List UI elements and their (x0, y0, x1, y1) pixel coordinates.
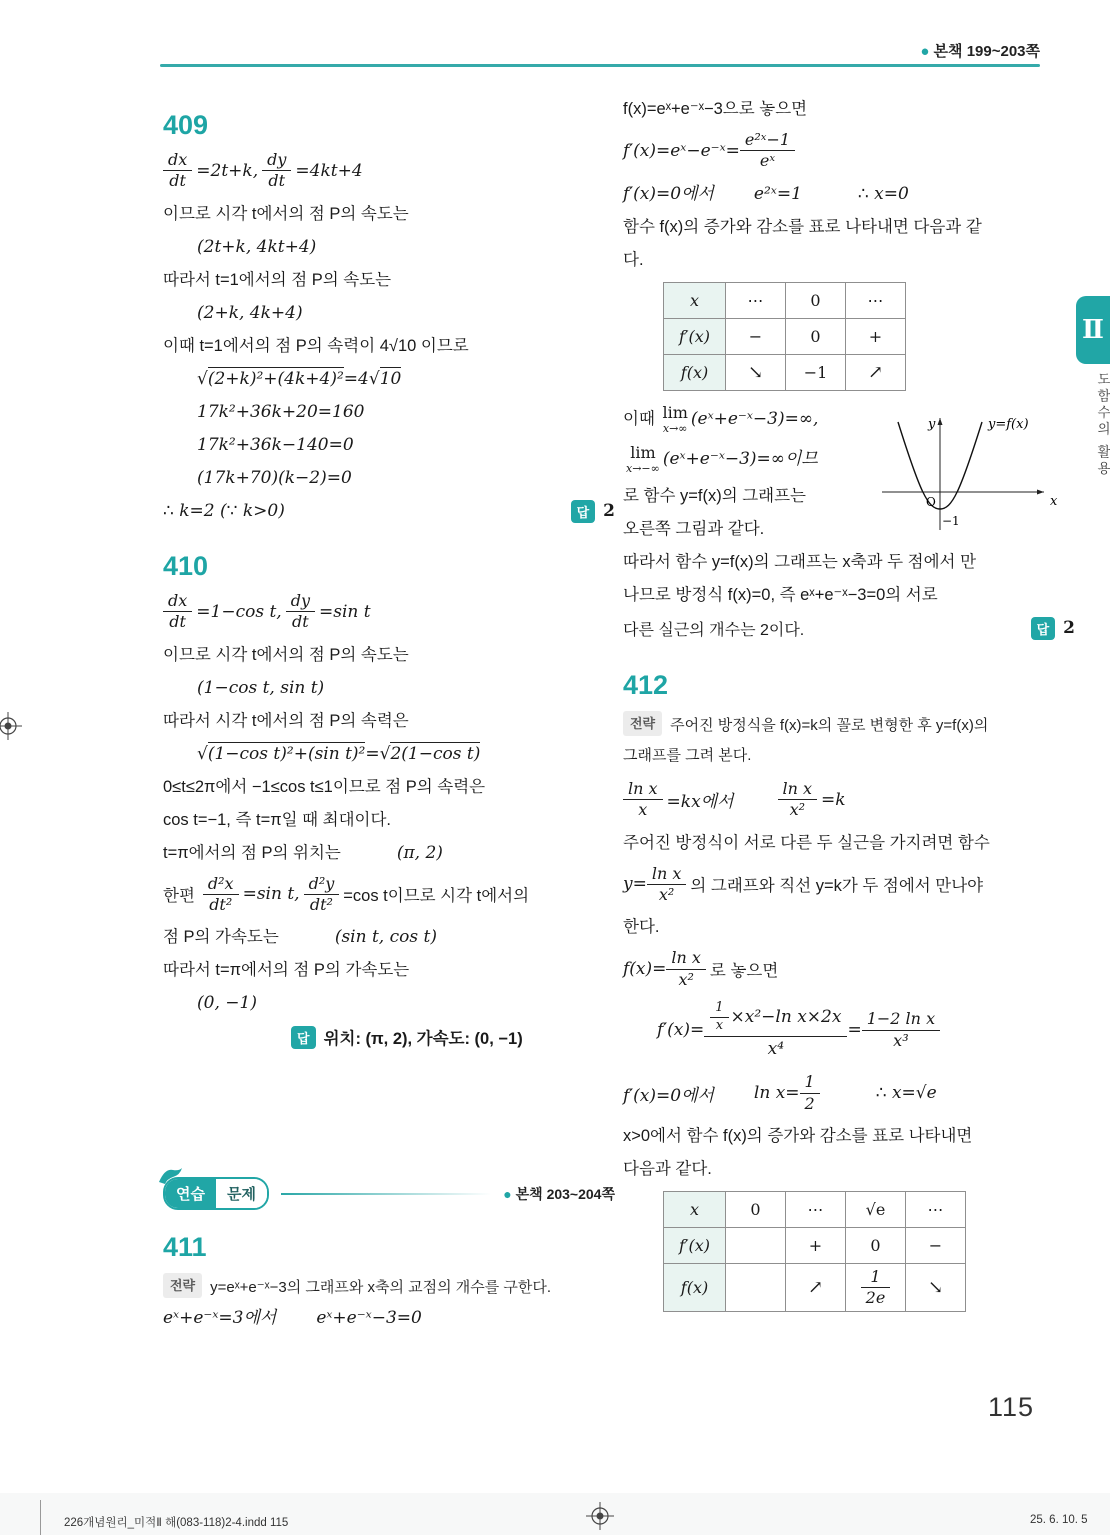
limit-operator (626, 442, 660, 475)
table-cell: ↗ (786, 1264, 846, 1312)
y-axis-label: y (928, 417, 936, 432)
denominator: x (638, 800, 648, 820)
denominator: x² (658, 884, 675, 904)
radical-sign: √ (368, 368, 380, 389)
table-cell (846, 1264, 906, 1312)
math-line: 17k²+36k−140=0 (197, 434, 354, 455)
strategy-badge: 전략 (623, 711, 662, 736)
text-line: 주어진 방정식이 서로 다른 두 실근을 가지려면 함수 (623, 833, 990, 852)
text-line: 이때 t=1에서의 점 P의 속력이 4√10 이므로 (163, 336, 469, 355)
math-text: (eˣ+e⁻ˣ−3)=∞, (690, 408, 819, 429)
radical-line (197, 743, 615, 765)
text-line: 다. (623, 250, 644, 269)
equals-sign: = (847, 1020, 862, 1041)
radical-sign: √ (197, 368, 208, 389)
text: t=π에서의 점 P의 위치는 (163, 843, 341, 862)
lim-word: lim (630, 442, 656, 462)
strategy-text: 주어진 방정식을 f(x)=k의 꼴로 변형한 후 y=f(x)의 (670, 716, 989, 734)
math-text: = (365, 743, 380, 764)
table-cell: ⋯ (786, 1192, 846, 1228)
math-text: f′(x)=0에서 (623, 183, 714, 204)
denominator: x² (678, 969, 694, 989)
strategy-text: y=eˣ+e⁻ˣ−3의 그래프와 x축의 교점의 개수를 구한다. (210, 1279, 552, 1297)
function-graph (878, 412, 1063, 542)
table-row (664, 354, 906, 390)
table-cell: f(x) (664, 1264, 726, 1312)
math-line: (2t+k, 4kt+4) (197, 236, 317, 257)
numerator: dx (163, 592, 192, 612)
denominator: dt (169, 612, 186, 632)
math-text: =kx에서 (666, 792, 734, 813)
p409-answer-row (163, 500, 615, 523)
denominator: dt (169, 171, 186, 191)
x-axis-label: x (1050, 494, 1058, 509)
math-text: =2t+k, (196, 160, 259, 181)
lim-subscript: x→∞ (662, 421, 688, 435)
math-text: =4kt+4 (295, 160, 363, 181)
text-line: x>0에서 함수 f(x)의 증가와 감소를 표로 나타내면 (623, 1127, 973, 1146)
critical-point-line (623, 1073, 1075, 1113)
position-line (163, 842, 615, 864)
graph-condition-line (623, 865, 1075, 905)
header-bullet-icon: ● (920, 43, 930, 60)
text-line: 따라서 함수 y=f(x)의 그래프는 x축과 두 점에서 만 (623, 552, 977, 571)
table-cell: ↘ (726, 354, 786, 390)
math-text: (sin t, cos t) (334, 927, 437, 948)
radicand: (1−cos t)²+(sin t)² (207, 743, 366, 764)
text-line: 오른쪽 그림과 같다. (623, 519, 765, 538)
exercise-label-1: 연습 (165, 1179, 216, 1208)
math-line: (0, −1) (197, 993, 257, 1014)
exercise-page-ref (503, 1184, 615, 1204)
numerator: e²ˣ−1 (740, 131, 795, 151)
text-line: 따라서 t=1에서의 점 P의 속도는 (163, 270, 392, 289)
variation-table-2 (663, 1191, 966, 1312)
limit-line-1 (623, 402, 881, 435)
math-text: f′(x)=0에서 (623, 1085, 714, 1106)
exercise-label-2: 문제 (216, 1179, 267, 1208)
numerator: ln x (623, 780, 663, 800)
p410-answer-row (291, 1025, 615, 1049)
math-text: ln x= (753, 1083, 800, 1104)
answer-value: 2 (603, 501, 615, 522)
problem-number-410: 410 (163, 550, 209, 581)
numerator: 1 (710, 1001, 728, 1018)
math-text: eˣ+e⁻ˣ−3=0 (316, 1308, 422, 1329)
numerator: d²x (203, 875, 239, 895)
p411-strategy (163, 1273, 615, 1298)
p410-velocity-derivatives (163, 592, 615, 632)
table-cell (726, 1264, 786, 1312)
math-text: =sin t, (242, 884, 300, 905)
p411-answer-row (623, 617, 1075, 640)
fraction (163, 592, 192, 632)
define-f-line (623, 949, 1075, 989)
mixed-text: =cos t이므로 시각 t에서의 (343, 887, 530, 906)
text: 점 P의 가속도는 (163, 928, 279, 947)
math-text: =sin t (318, 601, 371, 622)
math-line: (2+k, 4k+4) (197, 302, 303, 323)
table-cell: + (846, 318, 906, 354)
math-line: (17k+70)(k−2)=0 (197, 467, 352, 488)
fraction (862, 1010, 940, 1050)
answer-value: 2 (1063, 618, 1075, 639)
denominator: x² (789, 800, 805, 820)
numerator: dx (163, 151, 192, 171)
radical-sign: √ (379, 743, 391, 764)
divider-line (281, 1193, 491, 1195)
table-cell: 0 (786, 318, 846, 354)
math-text: (eˣ+e⁻ˣ−3)=∞이므 (662, 448, 818, 469)
denominator: dt² (309, 894, 333, 914)
text-line: 0≤t≤2π에서 −1≤cos t≤1이므로 점 P의 속력은 (163, 777, 486, 796)
table-cell: f(x) (664, 354, 726, 390)
denominator: eˣ (759, 151, 776, 171)
table-cell: ⋯ (846, 282, 906, 318)
radicand: 10 (379, 368, 402, 389)
text-line: 나므로 방정식 f(x)=0, 즉 eˣ+e⁻ˣ−3=0의 서로 (623, 585, 938, 604)
numerator: 1 (800, 1073, 820, 1093)
math-text: f(x)= (623, 959, 667, 980)
registration-mark-icon (586, 1502, 614, 1535)
radicand: 2(1−cos t) (390, 743, 481, 764)
text: 한편 (163, 887, 195, 906)
math-text: =k (821, 789, 846, 810)
fraction (778, 780, 818, 820)
denominator: dt² (209, 894, 233, 914)
table-cell: x (664, 1192, 726, 1228)
math-text: ∴ x=√e (875, 1083, 937, 1104)
fraction (203, 875, 239, 915)
fraction (740, 131, 795, 171)
answer-badge: 답 (571, 500, 596, 523)
table-row (664, 282, 906, 318)
problem-number-412: 412 (623, 669, 669, 700)
ref-text: 본책 203~204쪽 (515, 1185, 615, 1202)
denominator: x⁴ (767, 1039, 785, 1059)
acceleration-line (163, 926, 615, 948)
fraction (286, 592, 315, 632)
problem-number-411: 411 (163, 1232, 207, 1263)
table-cell: −1 (786, 354, 846, 390)
registration-mark-icon (0, 712, 22, 745)
text-line: 따라서 시각 t에서의 점 P의 속력은 (163, 711, 409, 730)
table-row (664, 318, 906, 354)
footer-date: 25. 6. 10. 5 (1030, 1514, 1088, 1526)
text: 다른 실근의 개수는 2이다. (623, 621, 805, 639)
math-text: =4 (343, 368, 369, 389)
radical-line (197, 368, 615, 390)
text-line: 함수 f(x)의 증가와 감소를 표로 나타내면 다음과 같 (623, 217, 982, 236)
bullet-icon: ● (503, 1185, 512, 1202)
text-line: f(x)=eˣ+e⁻ˣ−3으로 놓으면 (623, 100, 808, 118)
footer-filename: 226개념원리_미적Ⅱ 해(083-118)2-4.indd 115 (64, 1517, 289, 1529)
fraction (623, 780, 663, 820)
math-text: =1−cos t, (196, 601, 282, 622)
crop-mark (40, 1500, 41, 1535)
math-text: eˣ+e⁻ˣ=3에서 (163, 1308, 277, 1329)
variation-table-1 (663, 282, 906, 391)
header-rule (160, 64, 1040, 67)
numerator (704, 1001, 847, 1037)
right-column (623, 98, 1075, 1326)
text-line: 따라서 t=π에서의 점 P의 가속도는 (163, 961, 410, 980)
minimum-label: −1 (942, 514, 960, 528)
numerator: 1−2 ln x (862, 1010, 940, 1030)
p409-velocity-derivatives (163, 151, 615, 191)
p411-equation-line (163, 1307, 615, 1329)
text-line: 다음과 같다. (623, 1160, 712, 1179)
numerator: d²y (304, 875, 340, 895)
numerator: ln x (647, 865, 687, 885)
exercise-pill (163, 1177, 269, 1210)
curve-label: y=f(x) (988, 417, 1029, 432)
table-cell: + (786, 1228, 846, 1264)
p412-strategy-2: 그래프를 그려 본다. (623, 746, 752, 764)
answer-badge: 답 (291, 1026, 316, 1049)
radicand: (2+k)²+(4k+4)² (207, 368, 344, 389)
math-text: ∴ x=0 (857, 183, 909, 204)
table-cell: ⋯ (726, 282, 786, 318)
problem-number-409: 409 (163, 110, 209, 140)
numerator: dy (286, 592, 315, 612)
table-row (664, 1192, 966, 1228)
lim-subscript: x→−∞ (626, 461, 660, 475)
critical-point-line (623, 183, 1075, 205)
numerator: ln x (666, 949, 706, 969)
big-fraction (704, 1001, 847, 1059)
mixed-text: 의 그래프와 직선 y=k가 두 점에서 만나야 (690, 877, 984, 896)
mixed-text: 로 놓으면 (709, 962, 779, 981)
text-line: 한다. (623, 918, 660, 937)
chapter-title-vertical: 도함수의 활용 (1095, 372, 1110, 478)
fraction (861, 1268, 891, 1308)
lim-word: lim (662, 402, 688, 422)
fraction (163, 151, 192, 191)
p410-acceleration-derivatives (163, 875, 615, 915)
math-text: y= (623, 874, 647, 895)
derivative-line (623, 131, 1075, 171)
text: 이때 (623, 409, 655, 428)
denominator: x (715, 1018, 724, 1034)
table-cell: ⋯ (906, 1192, 966, 1228)
text-line: 이므로 시각 t에서의 점 P의 속도는 (163, 204, 409, 223)
table-cell: f′(x) (664, 318, 726, 354)
strategy-badge: 전략 (163, 1273, 202, 1298)
origin-label: O (926, 495, 936, 509)
table-cell (726, 1228, 786, 1264)
math-text: ×x²−ln x×2x (730, 1007, 842, 1028)
denominator: dt (292, 612, 309, 632)
fraction (666, 949, 706, 989)
fraction (647, 865, 687, 905)
p412-strategy-1 (623, 711, 1075, 736)
table-cell: ↘ (906, 1264, 966, 1312)
answer-value: 위치: (π, 2), 가속도: (0, −1) (323, 1030, 523, 1049)
math-text: f′(x)=eˣ−e⁻ˣ= (623, 140, 740, 161)
numerator: 1 (861, 1268, 891, 1288)
table-cell: 0 (786, 282, 846, 318)
math-line: 17k²+36k+20=160 (197, 401, 365, 422)
math-line: (1−cos t, sin t) (197, 677, 325, 698)
numerator: dy (262, 151, 291, 171)
table-cell: 0 (846, 1228, 906, 1264)
equation-transform-line (623, 780, 1075, 820)
answer-badge: 답 (1031, 617, 1056, 640)
math-text: e²ˣ=1 (753, 183, 802, 204)
fraction (262, 151, 291, 191)
radical-sign: √ (197, 743, 208, 764)
denominator: x³ (893, 1030, 909, 1050)
math-text: f′(x)= (657, 1020, 705, 1041)
header-page-ref: 본책 199~203쪽 (933, 43, 1040, 60)
table-cell: ↗ (846, 354, 906, 390)
inner-fraction (710, 1001, 728, 1034)
table-cell: − (906, 1228, 966, 1264)
denominator: 2 (804, 1093, 815, 1113)
denominator: 2e (865, 1288, 886, 1308)
text-line: 로 함수 y=f(x)의 그래프는 (623, 486, 806, 505)
table-cell: f′(x) (664, 1228, 726, 1264)
text-line: 이므로 시각 t에서의 점 P의 속도는 (163, 645, 409, 664)
table-cell: √e (846, 1192, 906, 1228)
left-column (163, 110, 615, 1340)
fraction (800, 1073, 820, 1113)
table-row (664, 1264, 966, 1312)
table-cell: − (726, 318, 786, 354)
chapter-tab: Ⅱ (1076, 296, 1110, 364)
header (160, 40, 1040, 61)
page-number: 115 (988, 1392, 1035, 1422)
numerator: ln x (778, 780, 818, 800)
table-cell: x (664, 282, 726, 318)
limit-line-2 (623, 442, 881, 475)
table-cell: 0 (726, 1192, 786, 1228)
exercise-banner (163, 1177, 615, 1210)
limit-operator (662, 402, 688, 435)
denominator: dt (268, 171, 286, 191)
table-row (664, 1228, 966, 1264)
fraction (304, 875, 340, 915)
derivative-computation-line (657, 1001, 1075, 1059)
math-text: (π, 2) (396, 842, 443, 863)
bird-icon (157, 1166, 183, 1191)
math-line: ∴ k=2 (∵ k>0) (163, 501, 285, 522)
text-line: cos t=−1, 즉 t=π일 때 최대이다. (163, 810, 391, 829)
